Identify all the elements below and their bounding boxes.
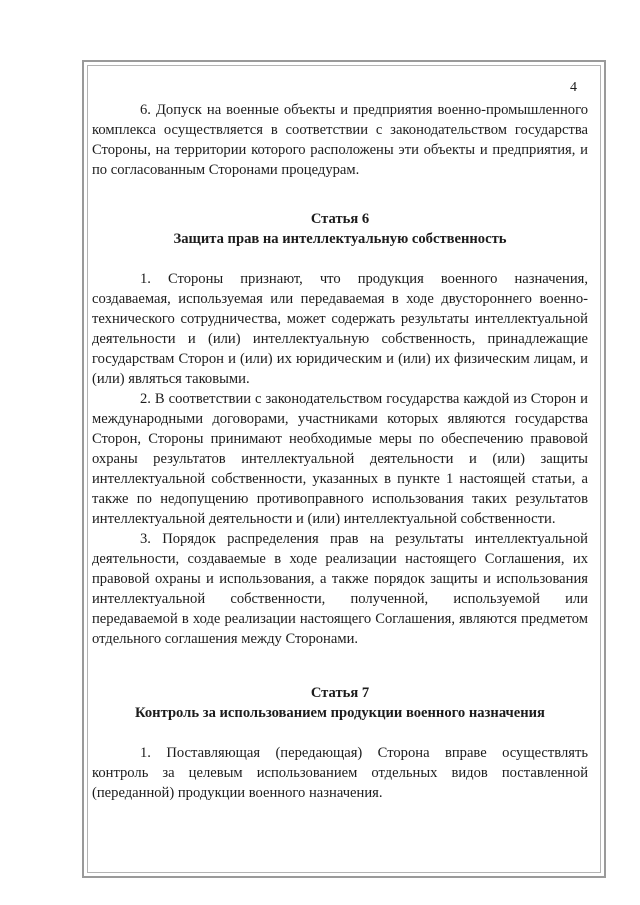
article-6-number: Статья 6 — [310, 211, 370, 227]
article-7-number: Статья 7 — [310, 685, 370, 701]
page-number: 4 — [570, 80, 577, 95]
document-body — [92, 100, 588, 803]
paragraph-6: 6. Допуск на военные объекты и предприятия военно-промышленного комплекса осуществляется в соответствии с законодательством государства Стороны, на территории которого расположены эти объекты и предприятия, и по согласованным Сторонами процедурам. — [92, 102, 588, 178]
article-7-paragraph-1: 1. Поставляющая (передающая) Сторона вправе осуществлять контроль за целевым использованием отдельных видов поставленной (переданной) продукции военного назначения. — [92, 745, 588, 801]
article-6-title: Защита прав на интеллектуальную собственность — [173, 231, 507, 247]
article-7-title: Контроль за использованием продукции военного назначения — [135, 705, 545, 721]
article-6-paragraph-1: 1. Стороны признают, что продукция военного назначения, создаваемая, используемая или передаваемая в ходе двустороннего военно-технического сотрудничества, может содержать результаты интеллектуальной деятельности и (или) интеллектуальную собственность, принадлежащие государствам Сторон и (или) их юридическим и (или) их физическим лицам, и (или) являться таковыми. — [92, 271, 588, 387]
article-6-paragraph-2: 2. В соответствии с законодательством государства каждой из Сторон и международными договорами, участниками которых являются государства Сторон, Стороны принимают необходимые меры по обеспечению правовой охраны результатов интеллектуальной деятельности и (или) защиты интеллектуальной собственности, указанных в пункте 1 настоящей статьи, а также по недопущению противоправного использования таких результатов интеллектуальной деятельности и (или) интеллектуальной собственности. — [92, 391, 588, 527]
article-6-paragraph-3: 3. Порядок распределения прав на результаты интеллектуальной деятельности, создаваемые в ходе реализации настоящего Соглашения, их правовой охраны и использования, а также порядок защиты и использования интеллектуальной собственности, полученной, используемой или передаваемой в ходе реализации настоящего Соглашения, являются предметом отдельного соглашения между Сторонами. — [92, 531, 588, 647]
